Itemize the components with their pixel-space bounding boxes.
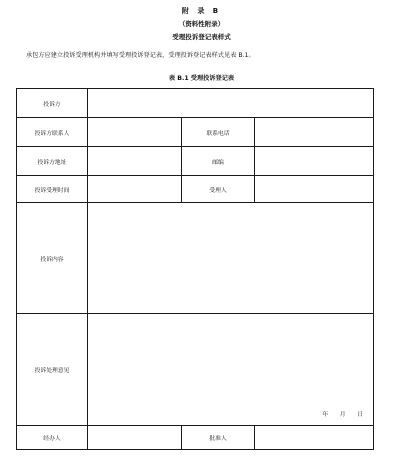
handling-opinion-label: 投诉处理意见 xyxy=(34,368,70,374)
approver-label: 批准人 xyxy=(209,436,227,442)
complainant-contact-field[interactable] xyxy=(88,118,181,146)
appendix-title: 受理投诉登记表样式 xyxy=(172,33,231,41)
handler-label: 经办人 xyxy=(43,436,61,442)
content-field[interactable] xyxy=(88,203,373,313)
received-time-field[interactable] xyxy=(88,176,181,202)
receiver-field[interactable] xyxy=(255,176,373,202)
complainant-field[interactable] xyxy=(88,89,373,117)
postcode-label: 邮编 xyxy=(212,159,224,166)
received-time-label: 投诉受理时间 xyxy=(34,187,70,194)
content-label: 投诉内容 xyxy=(40,256,64,263)
complaint-registration-table xyxy=(16,88,374,450)
complainant-address-field[interactable] xyxy=(88,147,181,175)
receiver-label: 受理人 xyxy=(209,187,227,194)
appendix-heading: 附 录 B xyxy=(181,7,222,15)
postcode-field[interactable] xyxy=(255,147,373,175)
appendix-nature: （资料性附录） xyxy=(178,20,225,28)
contact-phone-field[interactable] xyxy=(255,118,373,146)
complainant-contact-label: 投诉方联系人 xyxy=(34,130,70,137)
contact-phone-label: 联系电话 xyxy=(206,130,230,137)
complainant-address-label: 投诉方地址 xyxy=(37,159,67,166)
approver-field[interactable] xyxy=(255,426,373,449)
date-line: 年 月 日 xyxy=(322,412,363,418)
handler-field[interactable] xyxy=(88,426,181,449)
table-caption: 表 B.1 受理投诉登记表 xyxy=(168,75,235,82)
complainant-label: 投诉方 xyxy=(43,101,61,108)
intro-paragraph: 承包方应建立投诉受理机构并填写受理投诉登记表，受理投诉登记表样式见表 B.1。 xyxy=(26,52,255,59)
